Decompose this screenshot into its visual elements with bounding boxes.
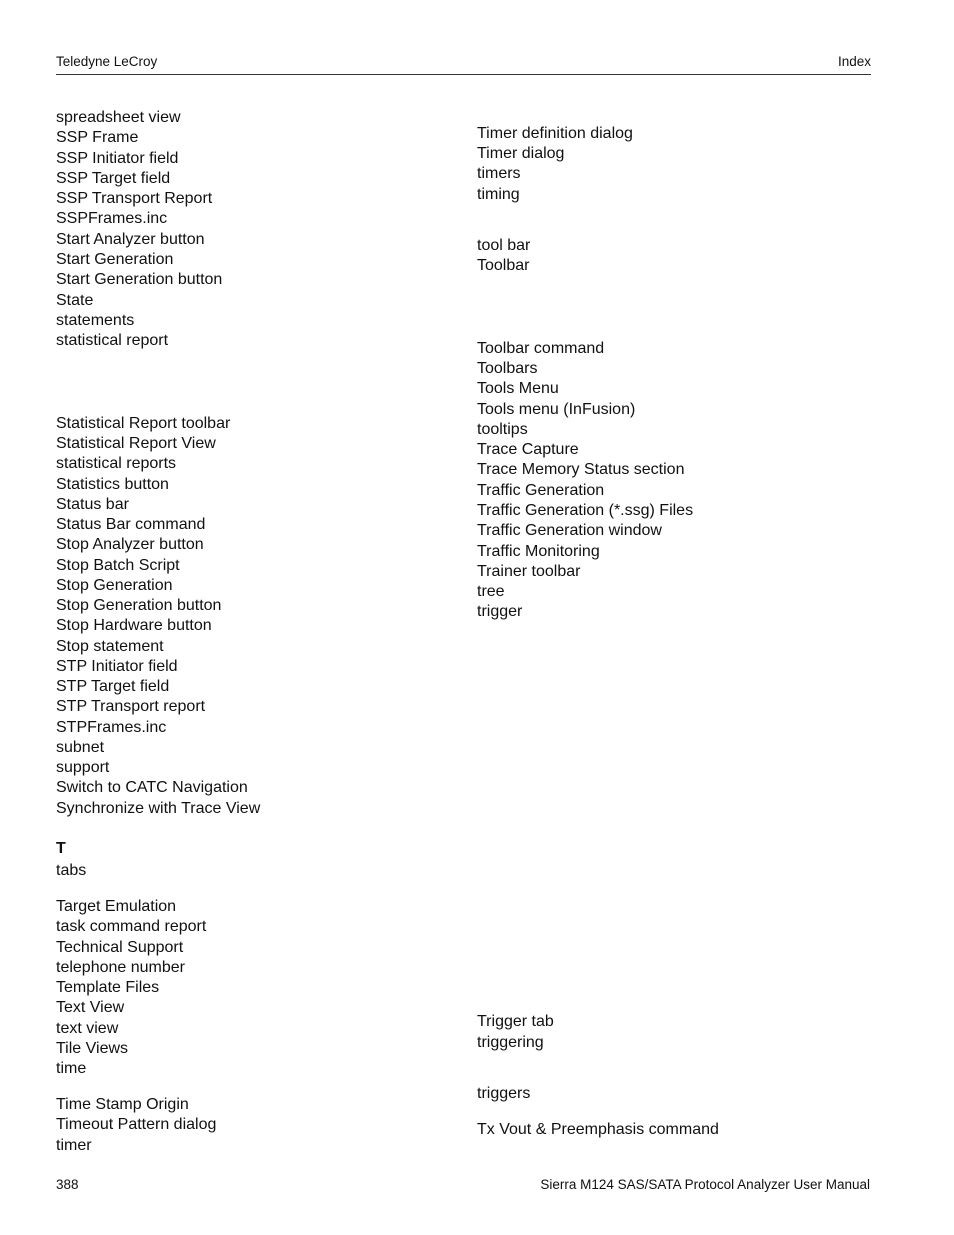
index-entry: Stop Batch Script <box>56 557 180 574</box>
index-entry: tooltips <box>477 421 528 438</box>
index-entry: Technical Support <box>56 939 184 956</box>
index-entry: Start Generation button <box>56 271 223 288</box>
index-entry: Trace Memory Status section <box>477 461 685 478</box>
index-entry: STPFrames.inc <box>56 719 167 736</box>
index-entry: Trainer toolbar <box>477 563 581 580</box>
index-entry: Stop Generation <box>56 577 173 594</box>
index-entry: Start Generation <box>56 251 174 268</box>
index-entry: Statistics button <box>56 476 169 493</box>
index-entry: STP Transport report <box>56 698 206 715</box>
index-entry: Timer dialog <box>477 145 565 162</box>
index-entry: Stop Generation button <box>56 597 222 614</box>
index-entry: Target Emulation <box>56 898 177 915</box>
index-entry: Timer definition dialog <box>477 125 633 142</box>
index-entry: SSP Frame <box>56 129 139 146</box>
index-entry: telephone number <box>56 959 185 976</box>
index-entry: text view <box>56 1020 119 1037</box>
index-entry: Traffic Monitoring <box>477 543 600 560</box>
index-entry: SSP Target field <box>56 170 171 187</box>
index-entry: SSP Initiator field <box>56 150 179 167</box>
index-entry: Stop statement <box>56 638 164 655</box>
index-entry: Stop Hardware button <box>56 617 212 634</box>
index-entry: Timeout Pattern dialog <box>56 1116 217 1133</box>
page-number: 388 <box>56 1177 79 1192</box>
index-entry: support <box>56 759 110 776</box>
index-entry: State <box>56 292 94 309</box>
page-header <box>56 52 871 75</box>
index-entry: Trace Capture <box>477 441 579 458</box>
index-entry: triggering <box>477 1034 544 1051</box>
index-entry: timers <box>477 165 521 182</box>
index-entry: triggers <box>477 1085 531 1102</box>
index-entry: tool bar <box>477 237 531 254</box>
index-entry: Tools menu (InFusion) <box>477 401 636 418</box>
index-entry: Switch to CATC Navigation <box>56 779 248 796</box>
index-entry: spreadsheet view <box>56 109 181 126</box>
index-entry: SSPFrames.inc <box>56 210 168 227</box>
index-entry: Toolbars <box>477 360 538 377</box>
index-entry: Tx Vout & Preemphasis command <box>477 1121 719 1138</box>
index-entry: time <box>56 1060 87 1077</box>
index-entry: SSP Transport Report <box>56 190 213 207</box>
index-entry: Status bar <box>56 496 129 513</box>
index-entry: STP Initiator field <box>56 658 178 675</box>
index-section-letter: T <box>56 840 66 857</box>
index-entry: Time Stamp Origin <box>56 1096 189 1113</box>
index-entry: STP Target field <box>56 678 170 695</box>
index-entry: Toolbar command <box>477 340 605 357</box>
index-entry: tree <box>477 583 505 600</box>
index-entry: statistical reports <box>56 455 177 472</box>
index-entry: task command report <box>56 918 207 935</box>
index-entry: Traffic Generation (*.ssg) Files <box>477 502 694 519</box>
index-entry: Statistical Report toolbar <box>56 415 231 432</box>
index-entry: Traffic Generation <box>477 482 605 499</box>
index-entry: trigger <box>477 603 523 620</box>
index-entry: Stop Analyzer button <box>56 536 204 553</box>
header-company: Teledyne LeCroy <box>56 54 158 69</box>
index-entry: Tools Menu <box>477 380 559 397</box>
index-entry: statistical report <box>56 332 169 349</box>
index-entry: Trigger tab <box>477 1013 554 1030</box>
index-entry: tabs <box>56 862 87 879</box>
index-entry: Tile Views <box>56 1040 129 1057</box>
index-entry: Template Files <box>56 979 160 996</box>
index-entry: Status Bar command <box>56 516 206 533</box>
index-entry: statements <box>56 312 135 329</box>
index-entry: timing <box>477 186 520 203</box>
index-entry: Text View <box>56 999 125 1016</box>
header-section: Index <box>837 54 871 69</box>
index-entry: Start Analyzer button <box>56 231 205 248</box>
index-entry: Toolbar <box>477 257 530 274</box>
index-entry: Statistical Report View <box>56 435 216 452</box>
index-entry: subnet <box>56 739 105 756</box>
manual-title: Sierra M124 SAS/SATA Protocol Analyzer User Manual <box>540 1177 870 1192</box>
index-entry: Synchronize with Trace View <box>56 800 261 817</box>
index-entry: Traffic Generation window <box>477 522 662 539</box>
index-entry: timer <box>56 1137 92 1154</box>
